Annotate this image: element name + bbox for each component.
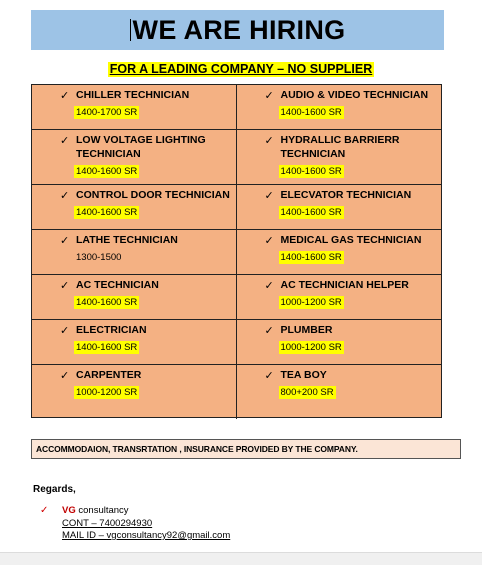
check-icon: ✓ bbox=[264, 190, 274, 202]
job-grid bbox=[31, 84, 442, 418]
job-salary: 1400-1600 SR bbox=[280, 207, 342, 218]
check-icon: ✓ bbox=[264, 325, 274, 337]
subtitle: FOR A LEADING COMPANY – NO SUPPLIER bbox=[109, 62, 373, 76]
job-cell bbox=[237, 230, 442, 275]
job-salary: 1400-1700 SR bbox=[76, 107, 138, 118]
job-title: MEDICAL GAS TECHNICIAN bbox=[280, 234, 422, 246]
email-link[interactable]: vgconsultancy92@gmail.com bbox=[106, 530, 231, 541]
check-icon: ✓ bbox=[60, 235, 70, 247]
job-cell bbox=[32, 320, 237, 365]
benefits-note bbox=[31, 439, 461, 459]
company-initials: VG bbox=[62, 505, 76, 516]
check-icon: ✓ bbox=[60, 280, 70, 292]
job-cell bbox=[237, 365, 442, 419]
company-line bbox=[40, 505, 230, 518]
job-salary: 800+200 SR bbox=[280, 387, 334, 398]
job-cell bbox=[237, 185, 442, 230]
check-icon: ✓ bbox=[60, 135, 70, 147]
job-cell bbox=[237, 275, 442, 320]
job-title: CARPENTER bbox=[76, 369, 142, 381]
job-title: LOW VOLTAGE LIGHTING TECHNICIAN bbox=[76, 134, 206, 160]
check-icon: ✓ bbox=[264, 90, 274, 102]
job-salary: 1400-1600 SR bbox=[76, 342, 138, 353]
contact-block bbox=[40, 505, 230, 543]
job-cell bbox=[32, 130, 237, 185]
job-title: TEA BOY bbox=[280, 369, 327, 381]
job-salary: 1400-1600 SR bbox=[76, 297, 138, 308]
job-cell bbox=[32, 275, 237, 320]
check-icon: ✓ bbox=[60, 370, 70, 382]
job-salary: 1400-1600 SR bbox=[280, 166, 342, 177]
job-title: AC TECHNICIAN bbox=[76, 279, 159, 291]
job-cell bbox=[32, 85, 237, 130]
job-title: PLUMBER bbox=[280, 324, 333, 336]
bottom-scroll-bar bbox=[0, 552, 482, 565]
job-salary: 1400-1600 SR bbox=[76, 166, 138, 177]
job-title: HYDRALLIC BARRIERR TECHNICIAN bbox=[280, 134, 400, 160]
check-icon: ✓ bbox=[60, 90, 70, 102]
company-name: consultancy bbox=[75, 505, 129, 516]
job-title: ELECVATOR TECHNICIAN bbox=[280, 189, 412, 201]
check-icon: ✓ bbox=[264, 135, 274, 147]
contact-phone: CONT – 7400294930 bbox=[62, 517, 153, 529]
subtitle-row bbox=[0, 60, 482, 78]
text-cursor bbox=[130, 19, 131, 41]
check-icon: ✓ bbox=[60, 190, 70, 202]
job-salary: 1400-1600 SR bbox=[280, 107, 342, 118]
job-title: AC TECHNICIAN HELPER bbox=[280, 279, 409, 291]
job-salary: 1000-1200 SR bbox=[280, 297, 342, 308]
contact-email-line bbox=[40, 530, 230, 543]
regards-text: Regards, bbox=[33, 484, 76, 495]
job-cell bbox=[32, 365, 237, 419]
check-icon: ✓ bbox=[60, 325, 70, 337]
job-title: ELECTRICIAN bbox=[76, 324, 147, 336]
benefits-note-text: ACCOMMODAION, TRANSRTATION , INSURANCE PROVIDED BY THE COMPANY. bbox=[36, 444, 358, 454]
page-title: WE ARE HIRING bbox=[132, 14, 346, 45]
job-salary: 1000-1200 SR bbox=[280, 342, 342, 353]
job-salary: 1400-1600 SR bbox=[280, 252, 342, 263]
job-cell bbox=[32, 185, 237, 230]
mail-label: MAIL ID – bbox=[62, 530, 107, 541]
job-title: CONTROL DOOR TECHNICIAN bbox=[76, 189, 230, 201]
job-cell bbox=[32, 230, 237, 275]
check-icon: ✓ bbox=[264, 280, 274, 292]
title-banner bbox=[31, 10, 444, 50]
job-title: CHILLER TECHNICIAN bbox=[76, 89, 190, 101]
job-salary: 1400-1600 SR bbox=[76, 207, 138, 218]
job-title: AUDIO & VIDEO TECHNICIAN bbox=[280, 89, 429, 101]
check-icon: ✓ bbox=[264, 235, 274, 247]
job-cell bbox=[237, 320, 442, 365]
job-cell bbox=[237, 130, 442, 185]
check-icon: ✓ bbox=[264, 370, 274, 382]
check-icon: ✓ bbox=[40, 505, 49, 516]
job-title: LATHE TECHNICIAN bbox=[76, 234, 178, 246]
job-salary: 1000-1200 SR bbox=[76, 387, 138, 398]
job-cell bbox=[237, 85, 442, 130]
job-salary: 1300-1500 bbox=[76, 252, 122, 263]
